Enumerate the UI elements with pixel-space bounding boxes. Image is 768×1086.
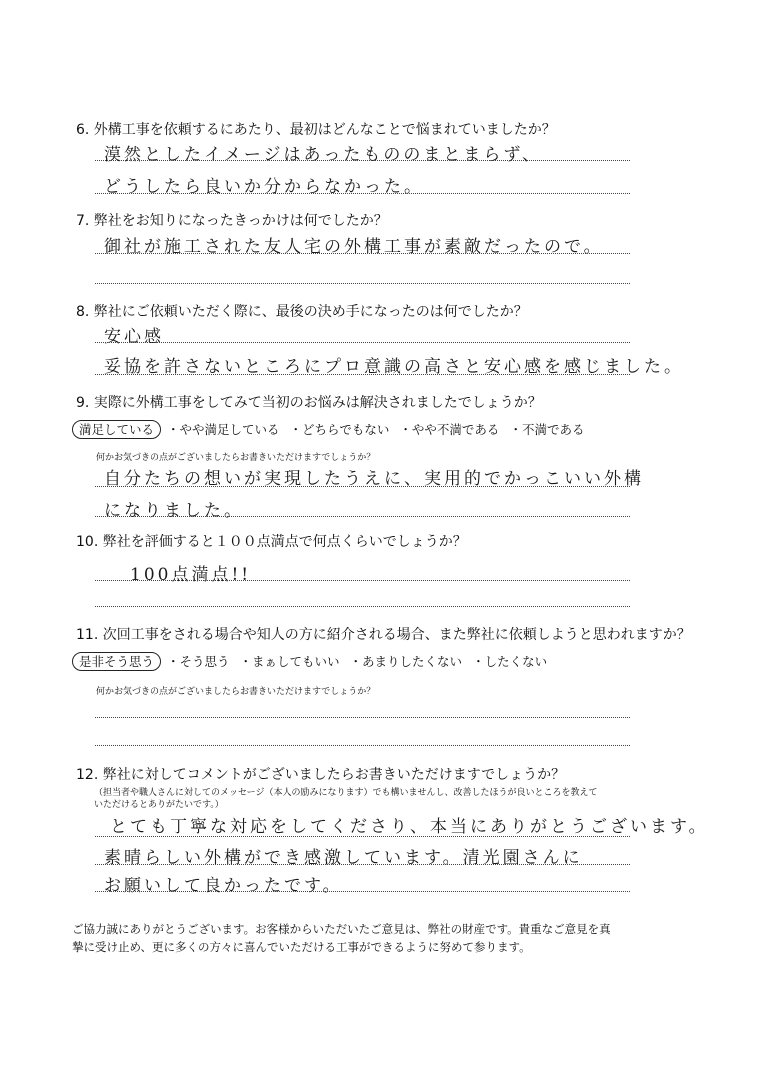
answer-line bbox=[95, 193, 630, 194]
option[interactable]: ・どちらでもない bbox=[289, 422, 390, 437]
answer-line bbox=[95, 342, 630, 343]
question-12: 12. 弊社に対してコメントがございましたらお書きいただけますでしょうか？ bbox=[76, 767, 566, 783]
note-line-1: （担当者や職人さんに対してのメッセージ（本人の励みになります）でも構いませんし、改善したほうが良いところを教えて bbox=[94, 788, 598, 798]
answer-12-line-1: とても丁寧な対応をしてくださり、本当にありがとうございます。 bbox=[110, 817, 709, 837]
option[interactable]: ・あまりしたくない bbox=[349, 654, 463, 669]
answer-6-line-2: どうしたら良いか分からなかった。 bbox=[104, 177, 424, 197]
answer-12-line-3: お願いして良かったです。 bbox=[104, 876, 343, 896]
question-11: 11. 次回工事をされる場合や知人の方に紹介される場合、また弊社に依頼しようと思われますか？ bbox=[76, 627, 691, 643]
option[interactable]: ・やや不満である bbox=[399, 422, 500, 437]
comment-prompt: 何かお気づきの点がございましたらお書きいただけますでしょうか？ bbox=[96, 687, 376, 697]
option[interactable]: ・やや満足している bbox=[167, 422, 280, 437]
answer-9-line-1: 自分たちの想いが実現したうえに、実用的でかっこいい外構 bbox=[104, 469, 644, 489]
answer-8-line-2: 妥協を許さないところにプロ意識の高さと安心感を感じました。 bbox=[104, 357, 684, 377]
closing-message bbox=[72, 920, 672, 956]
recommend-options bbox=[72, 652, 557, 670]
question-6: 6. 外構工事を依頼するにあたり、最初はどんなことで悩まれていましたか？ bbox=[76, 122, 556, 138]
answer-line bbox=[95, 891, 630, 892]
answer-line bbox=[95, 606, 630, 607]
option-selected[interactable]: 是非そう思う bbox=[72, 652, 161, 671]
option[interactable]: ・まぁしてもいい bbox=[239, 654, 340, 669]
answer-line bbox=[95, 516, 630, 517]
answer-12-line-2: 素晴らしい外構ができ感激しています。清光園さんに bbox=[104, 848, 583, 868]
question-10: 10. 弊社を評価すると１００点満点で何点くらいでしょうか？ bbox=[76, 534, 467, 550]
answer-line bbox=[95, 486, 630, 487]
closing-line-2: 摯に受け止め、更に多くの方々に喜んでいただける工事ができるように努めて参ります。 bbox=[72, 940, 531, 954]
closing-line-1: ご協力誠にありがとうございます。お客様からいただいたご意見は、弊社の財産です。貴重なご意見を真 bbox=[72, 922, 611, 936]
option[interactable]: ・不満である bbox=[509, 422, 585, 437]
question-8: 8. 弊社にご依頼いただく際に、最後の決め手になったのは何でしたか？ bbox=[76, 304, 528, 320]
answer-line bbox=[95, 745, 630, 746]
answer-line bbox=[95, 864, 630, 865]
answer-7-line-1: 御社が施工された友人宅の外構工事が素敵だったので。 bbox=[104, 237, 604, 257]
answer-9-line-2: になりました。 bbox=[104, 501, 244, 521]
option[interactable]: ・そう思う bbox=[167, 654, 230, 669]
answer-line bbox=[95, 283, 630, 284]
answer-8-line-1: 安心感 bbox=[104, 327, 164, 347]
comment-prompt: 何かお気づきの点がございましたらお書きいただけますでしょうか？ bbox=[96, 453, 376, 463]
answer-line bbox=[95, 580, 630, 581]
question-9: 9. 実際に外構工事をしてみて当初のお悩みは解決されましたでしょうか？ bbox=[76, 395, 542, 411]
answer-line bbox=[95, 836, 630, 837]
option[interactable]: ・したくない bbox=[472, 654, 548, 669]
satisfaction-options bbox=[72, 420, 594, 438]
answer-10-line-1: 100点満点!! bbox=[130, 565, 252, 585]
answer-line bbox=[95, 160, 630, 161]
option-selected[interactable]: 満足している bbox=[72, 420, 161, 439]
answer-line bbox=[95, 717, 630, 718]
answer-line bbox=[95, 374, 630, 375]
note-line-2: いただけるとありがたいです。） bbox=[94, 800, 224, 810]
answer-6-line-1: 漠然としたイメージはあったもののまとまらず、 bbox=[104, 145, 542, 165]
answer-line bbox=[95, 253, 630, 254]
question-7: 7. 弊社をお知りになったきっかけは何でしたか？ bbox=[76, 213, 388, 229]
